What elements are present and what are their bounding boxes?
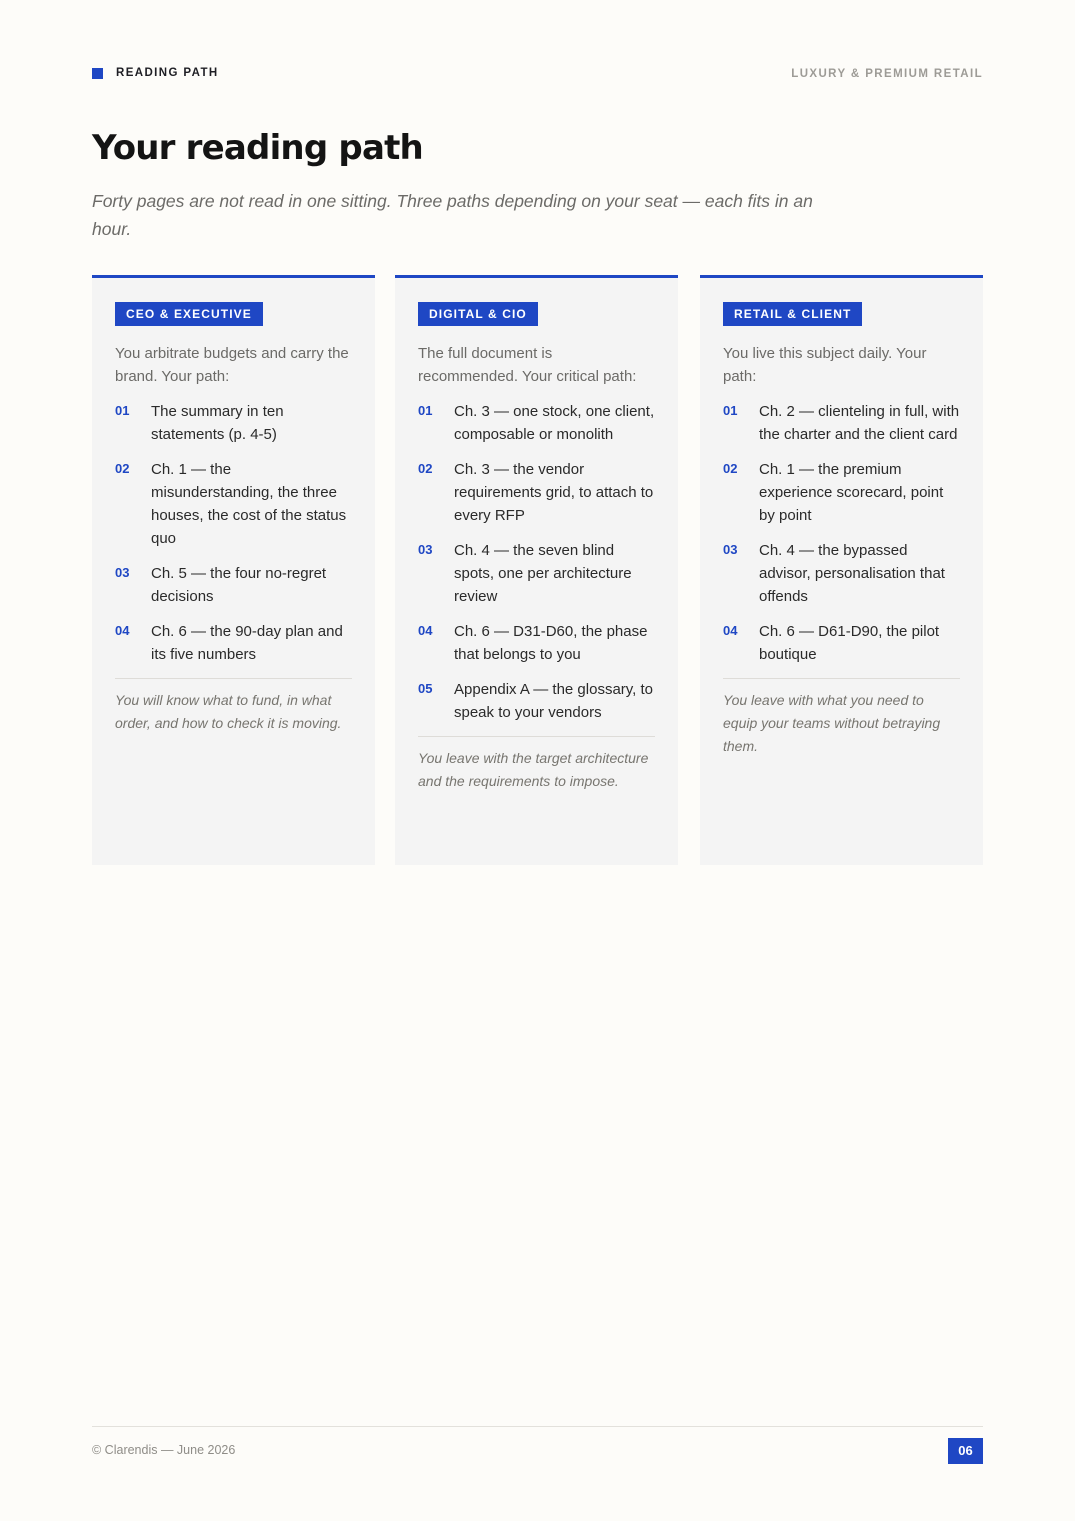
item-number: 04 <box>418 623 433 638</box>
section-label: READING PATH <box>116 67 219 79</box>
item-number: 03 <box>418 542 433 557</box>
card-divider <box>418 736 655 737</box>
list-item <box>418 620 655 666</box>
list-item <box>115 562 352 608</box>
item-number: 04 <box>723 623 738 638</box>
card-outro: You will know what to fund, in what order, and how to check it is moving. <box>115 692 342 731</box>
item-number: 01 <box>418 403 433 418</box>
card-intro: The full document is recommended. Your critical path: <box>418 345 637 385</box>
path-card-retail <box>700 275 983 865</box>
document-label: LUXURY & PREMIUM RETAIL <box>791 68 983 80</box>
item-text: The summary in ten statements (p. 4-5) <box>151 403 284 443</box>
item-text: Ch. 6 — the 90-day plan and its five numbers <box>151 623 343 663</box>
card-item-list <box>115 400 352 666</box>
card-item-list <box>723 400 960 666</box>
item-number: 04 <box>115 623 130 638</box>
item-text: Ch. 1 — the misunderstanding, the three houses, the cost of the status quo <box>151 461 347 547</box>
card-divider <box>723 678 960 679</box>
item-text: Ch. 4 — the bypassed advisor, personalisation that offends <box>759 542 945 605</box>
card-outro: You leave with what you need to equip your teams without betraying them. <box>723 692 941 754</box>
item-number: 03 <box>723 542 738 557</box>
path-card-ceo <box>92 275 375 865</box>
item-text: Ch. 5 — the four no-regret decisions <box>151 565 327 605</box>
page-title: Your reading path <box>92 128 423 168</box>
list-item <box>115 620 352 666</box>
card-intro: You live this subject daily. Your path: <box>723 345 927 385</box>
item-text: Ch. 2 — clienteling in full, with the charter and the client card <box>759 403 960 443</box>
item-number: 02 <box>115 461 130 476</box>
list-item <box>418 400 655 446</box>
card-item-list <box>418 400 655 724</box>
item-number: 03 <box>115 565 130 580</box>
item-text: Ch. 1 — the premium experience scorecard, point by point <box>759 461 944 524</box>
footer-copyright: © Clarendis — June 2026 <box>92 1443 236 1457</box>
list-item <box>418 539 655 608</box>
list-item <box>723 620 960 666</box>
item-text: Ch. 3 — the vendor requirements grid, to attach to every RFP <box>454 461 654 524</box>
list-item <box>418 678 655 724</box>
list-item <box>723 458 960 527</box>
item-number: 05 <box>418 681 433 696</box>
card-intro: You arbitrate budgets and carry the brand. Your path: <box>115 345 349 385</box>
page-number-badge: 06 <box>948 1438 983 1464</box>
item-number: 01 <box>115 403 130 418</box>
list-item <box>115 400 352 446</box>
card-tag: DIGITAL & CIO <box>418 302 538 326</box>
page-header <box>92 66 983 82</box>
item-text: Ch. 3 — one stock, one client, composable or monolith <box>454 403 655 443</box>
item-number: 02 <box>418 461 433 476</box>
item-text: Appendix A — the glossary, to speak to your vendors <box>454 681 654 721</box>
card-divider <box>115 678 352 679</box>
item-number: 01 <box>723 403 738 418</box>
item-number: 02 <box>723 461 738 476</box>
reading-path-cards <box>92 275 983 865</box>
card-tag: RETAIL & CLIENT <box>723 302 862 326</box>
item-text: Ch. 4 — the seven blind spots, one per architecture review <box>454 542 632 605</box>
list-item <box>723 539 960 608</box>
page-subtitle: Forty pages are not read in one sitting. Three paths depending on your seat — each fits in an hour. <box>92 191 813 239</box>
list-item <box>115 458 352 550</box>
card-tag: CEO & EXECUTIVE <box>115 302 263 326</box>
section-marker <box>92 68 103 79</box>
card-outro: You leave with the target architecture and the requirements to impose. <box>418 750 649 789</box>
list-item <box>418 458 655 527</box>
item-text: Ch. 6 — D31-D60, the phase that belongs to you <box>454 623 648 663</box>
list-item <box>723 400 960 446</box>
path-card-digital <box>395 275 678 865</box>
footer-divider <box>92 1426 983 1427</box>
item-text: Ch. 6 — D61-D90, the pilot boutique <box>759 623 940 663</box>
